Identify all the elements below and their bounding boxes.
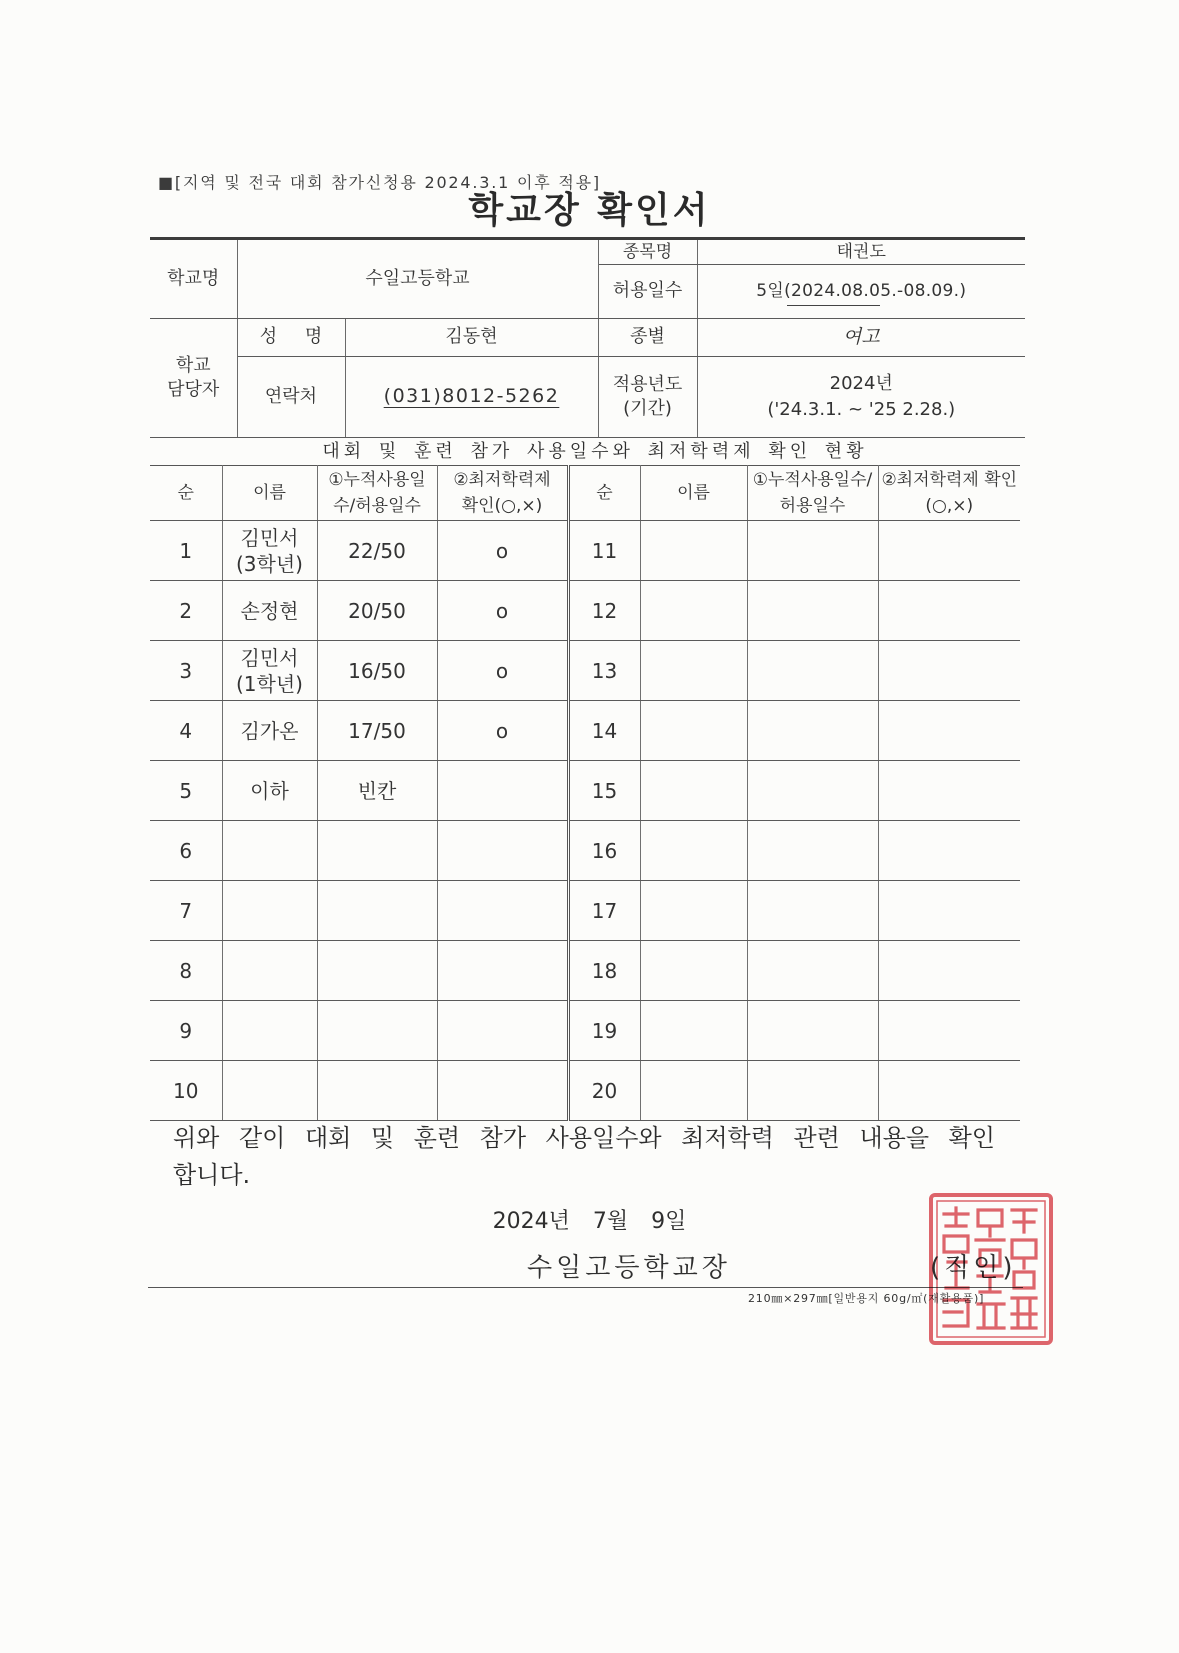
used-days-cell xyxy=(747,1001,878,1061)
period-label: 적용년도 (기간) xyxy=(598,357,697,438)
academic-check-cell xyxy=(437,821,568,881)
col-header-used-days: ①누적사용일수/허용일수 xyxy=(747,466,878,521)
student-name-cell xyxy=(640,941,747,1001)
academic-check-cell: o xyxy=(437,581,568,641)
academic-check-cell xyxy=(878,701,1020,761)
event-label: 종목명 xyxy=(598,239,697,265)
row-number-cell: 11 xyxy=(568,521,640,581)
contact-label: 연락처 xyxy=(237,357,345,438)
roster-table xyxy=(150,465,1020,1121)
seal-placeholder-label: (직인) xyxy=(930,1253,1017,1283)
academic-check-cell xyxy=(878,581,1020,641)
row-number-cell: 6 xyxy=(150,821,222,881)
student-name-cell: 김가온 xyxy=(222,701,317,761)
used-days-cell: 17/50 xyxy=(317,701,437,761)
section-title: 대회 및 훈련 참가 사용일수와 최저학력제 확인 현황 xyxy=(322,441,868,462)
table-row xyxy=(150,581,1020,641)
col-header-academic-check: ②최저학력제 확인(○,×) xyxy=(878,466,1020,521)
academic-check-cell xyxy=(878,1001,1020,1061)
official-seal-stamp xyxy=(928,1192,1054,1346)
table-row xyxy=(150,1001,1020,1061)
academic-check-cell: o xyxy=(437,701,568,761)
col-header-no: 순 xyxy=(568,466,640,521)
row-number-cell: 19 xyxy=(568,1001,640,1061)
contact-cell xyxy=(345,357,598,438)
event-value: 태권도 xyxy=(697,239,1025,265)
student-name-cell xyxy=(640,761,747,821)
manager-name-label: 성 명 xyxy=(237,319,345,357)
academic-check-cell xyxy=(878,1061,1020,1121)
student-name-cell xyxy=(640,821,747,881)
academic-check-cell xyxy=(878,821,1020,881)
used-days-cell xyxy=(747,1061,878,1121)
info-row xyxy=(150,357,1025,438)
school-info-body xyxy=(150,239,1025,438)
contact-value: (031)8012-5262 xyxy=(383,385,560,408)
confirmation-statement-line2: 합니다. xyxy=(173,1161,251,1189)
col-header-used-days: ①누적사용일수/허용일수 xyxy=(317,466,437,521)
col-header-no: 순 xyxy=(150,466,222,521)
row-number-cell: 8 xyxy=(150,941,222,1001)
academic-check-cell xyxy=(437,761,568,821)
row-number-cell: 16 xyxy=(568,821,640,881)
used-days-cell xyxy=(317,941,437,1001)
used-days-cell xyxy=(747,881,878,941)
used-days-cell: 16/50 xyxy=(317,641,437,701)
school-name-label: 학교명 xyxy=(150,239,237,319)
used-days-cell xyxy=(747,941,878,1001)
row-number-cell: 2 xyxy=(150,581,222,641)
student-name-cell xyxy=(640,881,747,941)
category-value: 여고 xyxy=(842,325,880,348)
manager-label: 학교 담당자 xyxy=(150,319,237,438)
used-days-cell xyxy=(317,1001,437,1061)
academic-check-cell xyxy=(437,1061,568,1121)
academic-check-cell xyxy=(878,881,1020,941)
used-days-cell xyxy=(747,641,878,701)
used-days-cell: 빈칸 xyxy=(317,761,437,821)
student-name-cell xyxy=(640,1061,747,1121)
table-row xyxy=(150,881,1020,941)
table-row xyxy=(150,521,1020,581)
period-cell xyxy=(697,357,1025,438)
used-days-cell: 20/50 xyxy=(317,581,437,641)
roster-body xyxy=(150,521,1020,1121)
table-row xyxy=(150,761,1020,821)
student-name-cell: 김민서 (3학년) xyxy=(222,521,317,581)
school-name-value: 수일고등학교 xyxy=(237,239,598,319)
student-name-cell xyxy=(640,521,747,581)
row-number-cell: 17 xyxy=(568,881,640,941)
student-name-cell: 김민서 (1학년) xyxy=(222,641,317,701)
document-title: 학교장 확인서 xyxy=(468,190,711,231)
academic-check-cell xyxy=(437,881,568,941)
used-days-cell xyxy=(747,581,878,641)
used-days-cell xyxy=(317,1061,437,1121)
academic-check-cell xyxy=(878,641,1020,701)
row-number-cell: 4 xyxy=(150,701,222,761)
allowed-days-value: 5일(2024.08.05.-08.09.) xyxy=(756,281,967,302)
row-number-cell: 3 xyxy=(150,641,222,701)
allowed-days-label: 허용일수 xyxy=(598,265,697,319)
academic-check-cell: o xyxy=(437,641,568,701)
row-number-cell: 7 xyxy=(150,881,222,941)
period-range: ('24.3.1. ~ '25 2.28.) xyxy=(767,399,956,420)
category-cell xyxy=(697,319,1025,357)
row-number-cell: 10 xyxy=(150,1061,222,1121)
student-name-cell xyxy=(222,821,317,881)
student-name-cell xyxy=(222,1001,317,1061)
used-days-cell xyxy=(747,821,878,881)
student-name-cell: 손정현 xyxy=(222,581,317,641)
allowed-days-cell xyxy=(697,265,1025,319)
used-days-cell xyxy=(317,881,437,941)
used-days-cell xyxy=(317,821,437,881)
row-number-cell: 9 xyxy=(150,1001,222,1061)
allowed-days-underline xyxy=(787,305,880,306)
row-number-cell: 14 xyxy=(568,701,640,761)
info-row xyxy=(150,319,1025,357)
confirmation-statement-line1: 위와 같이 대회 및 훈련 참가 사용일수와 최저학력 관련 내용을 확인 xyxy=(173,1124,995,1152)
academic-check-cell xyxy=(878,761,1020,821)
academic-check-cell: o xyxy=(437,521,568,581)
table-row xyxy=(150,1061,1020,1121)
student-name-cell xyxy=(640,581,747,641)
row-number-cell: 20 xyxy=(568,1061,640,1121)
row-number-cell: 1 xyxy=(150,521,222,581)
form-usage-note: ■[지역 및 전국 대회 참가신청용 2024.3.1 이후 적용] xyxy=(158,173,601,192)
table-row xyxy=(150,641,1020,701)
row-number-cell: 18 xyxy=(568,941,640,1001)
student-name-cell xyxy=(222,941,317,1001)
student-name-cell: 이하 xyxy=(222,761,317,821)
category-label: 종별 xyxy=(598,319,697,357)
student-name-cell xyxy=(222,1061,317,1121)
table-row xyxy=(150,701,1020,761)
academic-check-cell xyxy=(878,941,1020,1001)
student-name-cell xyxy=(640,701,747,761)
info-row xyxy=(150,239,1025,265)
used-days-cell xyxy=(747,521,878,581)
academic-check-cell xyxy=(437,941,568,1001)
table-row xyxy=(150,941,1020,1001)
col-header-name: 이름 xyxy=(640,466,747,521)
issue-date: 2024년 7월 9일 xyxy=(492,1209,687,1234)
student-name-cell xyxy=(640,1001,747,1061)
row-number-cell: 12 xyxy=(568,581,640,641)
used-days-cell: 22/50 xyxy=(317,521,437,581)
academic-check-cell xyxy=(437,1001,568,1061)
row-number-cell: 5 xyxy=(150,761,222,821)
manager-name-value: 김동현 xyxy=(345,319,598,357)
student-name-cell xyxy=(222,881,317,941)
school-info-table xyxy=(150,237,1025,438)
used-days-cell xyxy=(747,701,878,761)
table-row xyxy=(150,821,1020,881)
student-name-cell xyxy=(640,641,747,701)
row-number-cell: 15 xyxy=(568,761,640,821)
roster-header xyxy=(150,466,1020,521)
row-number-cell: 13 xyxy=(568,641,640,701)
paper-spec-note: 210㎜×297㎜[일반용지 60g/㎡(재활용품)] xyxy=(748,1292,985,1305)
academic-check-cell xyxy=(878,521,1020,581)
col-header-academic-check: ②최저학력제 확인(○,×) xyxy=(437,466,568,521)
used-days-cell xyxy=(747,761,878,821)
issuer-title: 수일고등학교장 xyxy=(527,1253,731,1283)
bottom-divider xyxy=(148,1287,1023,1288)
col-header-name: 이름 xyxy=(222,466,317,521)
period-year: 2024년 xyxy=(829,372,893,394)
header-row xyxy=(150,466,1020,521)
